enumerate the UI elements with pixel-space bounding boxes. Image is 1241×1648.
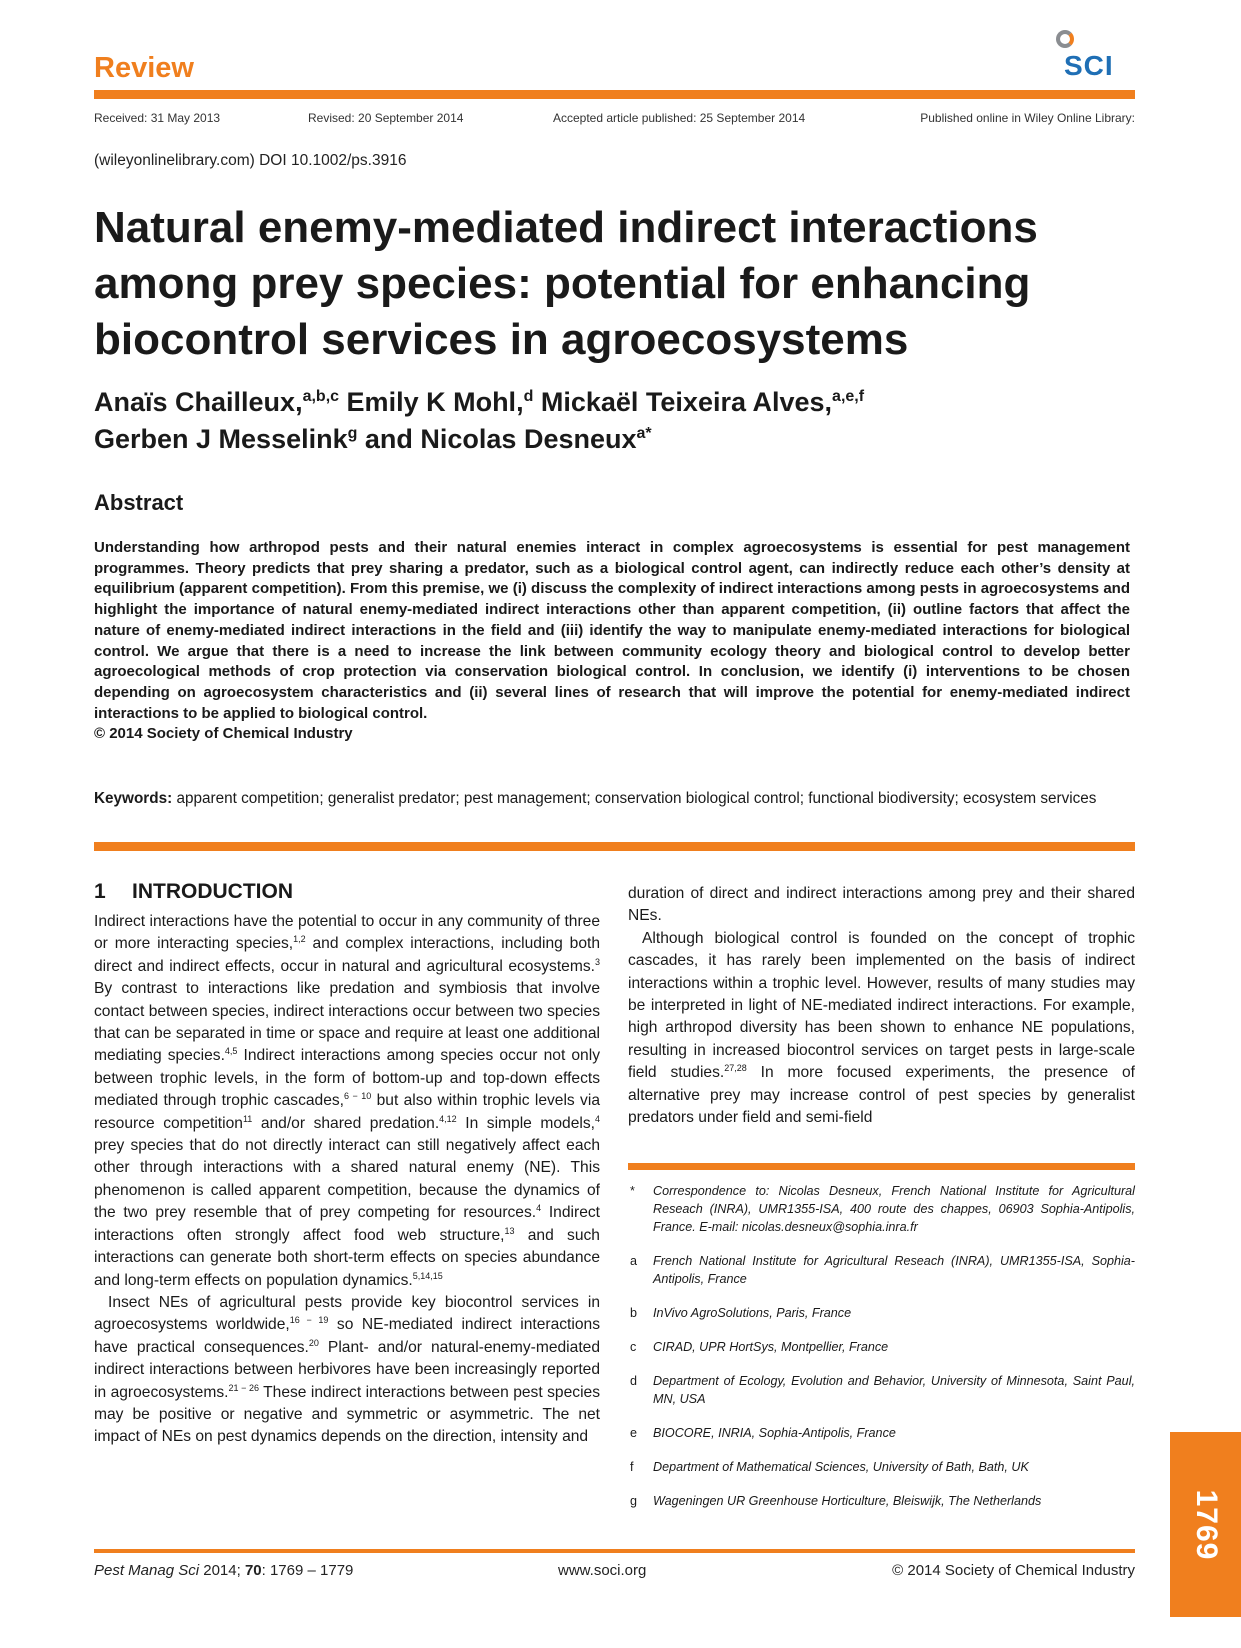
section-heading bbox=[94, 880, 293, 904]
keywords-label: Keywords: bbox=[94, 790, 173, 807]
footnote-rule bbox=[628, 1163, 1135, 1170]
journal-name: Pest Manag Sci bbox=[94, 1562, 200, 1579]
keywords-list: apparent competition; generalist predator; pest management; conservation biological control; functional biodiversity; ecosystem services bbox=[172, 790, 1097, 807]
page-number-tab bbox=[1170, 1432, 1241, 1617]
citation-ref[interactable]: 13 bbox=[504, 1225, 515, 1236]
page-number: 1769 bbox=[1189, 1489, 1223, 1560]
author-affiliation: a,e,f bbox=[832, 388, 865, 405]
citation-ref[interactable]: 4 bbox=[594, 1113, 600, 1124]
citation-ref[interactable]: 11 bbox=[242, 1113, 253, 1124]
affiliation-item bbox=[628, 1372, 1135, 1408]
footnote-mark: f bbox=[630, 1460, 634, 1474]
footnote-mark: c bbox=[630, 1340, 637, 1354]
keywords bbox=[94, 789, 1130, 810]
author-name: Gerben J Messelink bbox=[94, 424, 348, 454]
footer-rule bbox=[94, 1549, 1135, 1553]
footnote-mark: a bbox=[630, 1254, 638, 1268]
author-name: Emily K Mohl, bbox=[339, 387, 524, 417]
footnote-text: InVivo AgroSolutions, Paris, France bbox=[653, 1306, 852, 1320]
author-name: Mickaël Teixeira Alves, bbox=[533, 387, 833, 417]
paragraph: Insect NEs of agricultural pests provide key biocontrol services in agroecosystems worldwide,$^{16 - 19}$ so NE-mediated indirect interactions have practical consequences.$^{20}$ Plant- and/or natural-enemy-mediated indirect interactions between herbivores have been increasingly reported in agroecosystems.$^{21 - 26}$ These indirect interactions between pest species may be positive or negative and symmetric or asymmetric. The net impact of NEs on pest dynamics depends on the direction, intensity and bbox=[94, 1293, 601, 1446]
abstract-heading: Abstract bbox=[94, 490, 184, 515]
intro-column-left bbox=[94, 911, 600, 1449]
footnote-mark: g bbox=[630, 1494, 638, 1508]
affiliation-item bbox=[628, 1492, 1135, 1510]
citation-year: 2014; bbox=[199, 1562, 245, 1579]
received-date: Received: 31 May 2013 bbox=[94, 111, 221, 125]
author-name: and Nicolas Desneux bbox=[357, 424, 637, 454]
paragraph: duration of direct and indirect interactions among prey and their shared NEs. bbox=[628, 885, 1135, 925]
citation-ref[interactable]: 1,2 bbox=[293, 934, 306, 945]
author-affiliation: g bbox=[347, 425, 358, 442]
website-link[interactable]: www.soci.org bbox=[558, 1562, 647, 1579]
logo-text: SCI bbox=[1064, 50, 1114, 81]
citation-ref[interactable]: 6 − 10 bbox=[344, 1091, 372, 1102]
author-list bbox=[94, 384, 1154, 458]
abstract-text: Understanding how arthropod pests and their natural enemies interact in complex agroecosystems is essential for pest management programmes. Theory predicts that prey sharing a predator, such as a biological control agent, can indirectly reduce each other’s density at equilibrium (apparent competition). From this premise, we (i) discuss the complexity of indirect interactions among pests in agroecosystems and highlight the importance of natural enemy-mediated indirect interactions other than apparent competition, (ii) outline factors that affect the nature of enemy-mediated indirect interactions in the field and (iii) identify the way to manipulate enemy-mediated interactions for biological control. We argue that there is a need to increase the link between community ecology theory and biological control to develop better agroecological methods of crop protection via conservation biological control. In conclusion, we identify (i) interventions to be chosen depending on agroecosystem characteristics and (ii) several lines of research that will improve the potential for enemy-mediated indirect interactions to be applied to biological control. bbox=[94, 539, 1130, 722]
citation-ref[interactable]: 4,5 bbox=[224, 1046, 238, 1057]
paragraph: Indirect interactions have the potential to occur in any community of three or more interacting species,$^{1,2}$ and complex interactions, including both direct and indirect effects, occur in natural and agricultural ecosystems.$^3$ By contrast to interactions like predation and symbiosis that involve contact between species, indirect interactions occur between two species that can be separated in time or space and require at least one additional mediating species.$^{4,5}$ Indirect interactions among species occur not only between trophic levels, in the form of bottom-up and top-down effects mediated through trophic cascades,$^{6 - 10}$ but also within trophic levels via resource competition$^{11}$ and/or shared predation.$^{4,12}$ In simple models,$^4$ prey species that do not directly interact can still negatively affect each other through interactions with a shared natural enemy (NE). This phenomenon is called apparent competition, because the dynamics of the two prey resemble that of prey competing for resources.$^4$ Indirect interactions often strongly affect food web structure,$^{13}$ and such interactions can generate both short-term effects on species abundance and long-term effects on population dynamics.$^{5,14,15}$ bbox=[94, 913, 600, 1289]
section-number: 1 bbox=[94, 880, 106, 903]
abstract-rule bbox=[94, 842, 1135, 851]
citation-ref[interactable]: 5,14,15 bbox=[412, 1270, 443, 1281]
paragraph: Although biological control is founded on the concept of trophic cascades, it has rarely been implemented on the basis of indirect interactions within a trophic level. However, results of many studies may be interpreted in light of NE-mediated indirect interactions. For example, high arthropod diversity has been shown to enhance NE populations, resulting in increased biocontrol services on target pests in large-scale field studies.$^{27,28}$ In more focused experiments, the presence of alternative prey may increase control of pest species by generalist predators under field and semi-field bbox=[628, 929, 1136, 1127]
footnote-text: Department of Ecology, Evolution and Behavior, University of Minnesota, Saint Paul, MN, USA bbox=[653, 1374, 1135, 1406]
abstract-copyright: © 2014 Society of Chemical Industry bbox=[94, 725, 353, 743]
correspondence-note bbox=[628, 1182, 1135, 1236]
citation-ref[interactable]: 27,28 bbox=[724, 1063, 747, 1074]
affiliation-item bbox=[628, 1338, 1135, 1356]
abstract-body bbox=[94, 538, 1130, 745]
accepted-date: Accepted article published: 25 September 2014 bbox=[553, 111, 806, 125]
author-affiliation: a* bbox=[636, 425, 652, 442]
logo-ring-icon bbox=[1056, 30, 1074, 48]
citation-ref[interactable]: 4 bbox=[536, 1203, 542, 1214]
footnote-text: Correspondence to: Nicolas Desneux, French National Institute for Agricultural Reseach (INRA), UMR1355-ISA, 400 route des chappes, 06903 Sophia-Antipolis, France. E-mail: nicolas.desneux@sophia.inra.fr bbox=[653, 1184, 1135, 1234]
citation-ref[interactable]: 16 − 19 bbox=[289, 1315, 329, 1326]
footnote-text: Wageningen UR Greenhouse Horticulture, Bleiswijk, The Netherlands bbox=[653, 1494, 1042, 1508]
published-online: Published online in Wiley Online Library: bbox=[920, 111, 1135, 125]
affiliation-item bbox=[628, 1424, 1135, 1442]
volume: 70 bbox=[244, 1562, 262, 1579]
citation-ref[interactable]: 4,12 bbox=[439, 1113, 457, 1124]
author-name: Anaïs Chailleux, bbox=[94, 387, 303, 417]
journal-citation bbox=[94, 1562, 353, 1579]
citation-ref[interactable]: 3 bbox=[594, 956, 600, 967]
header-rule bbox=[94, 90, 1135, 99]
footnote-mark: b bbox=[630, 1306, 638, 1320]
citation-ref[interactable]: 21 − 26 bbox=[228, 1382, 259, 1393]
revised-date: Revised: 20 September 2014 bbox=[308, 111, 464, 125]
affiliation-item bbox=[628, 1304, 1135, 1322]
article-title: Natural enemy-mediated indirect interactions among prey species: potential for enhancing biocontrol services in agroecosystems bbox=[94, 203, 1038, 364]
footnote-text: CIRAD, UPR HortSys, Montpellier, France bbox=[653, 1340, 889, 1354]
section-title: INTRODUCTION bbox=[132, 880, 293, 903]
footnote-text: Department of Mathematical Sciences, University of Bath, Bath, UK bbox=[653, 1460, 1029, 1474]
sci-logo bbox=[1052, 26, 1136, 86]
footnote-text: French National Institute for Agricultural Reseach (INRA), UMR1355-ISA, Sophia-Antipolis, France bbox=[653, 1254, 1135, 1286]
footer-copyright: © 2014 Society of Chemical Industry bbox=[892, 1562, 1135, 1579]
page-range: : 1769 – 1779 bbox=[261, 1562, 354, 1579]
affiliation-item bbox=[628, 1252, 1135, 1288]
doi: (wileyonlinelibrary.com) DOI 10.1002/ps.3916 bbox=[94, 152, 407, 169]
footnote-mark: d bbox=[630, 1374, 638, 1388]
footnote-mark: e bbox=[630, 1426, 638, 1440]
footnote-mark: * bbox=[630, 1184, 635, 1198]
author-affiliation: a,b,c bbox=[302, 388, 340, 405]
affiliation-item bbox=[628, 1458, 1135, 1476]
citation-ref[interactable]: 20 bbox=[308, 1337, 319, 1348]
intro-column-right bbox=[628, 883, 1135, 1129]
affiliation-list bbox=[628, 1182, 1135, 1510]
section-label: Review bbox=[94, 52, 194, 84]
footnote-text: BIOCORE, INRIA, Sophia-Antipolis, France bbox=[653, 1426, 896, 1440]
author-affiliation: d bbox=[523, 388, 534, 405]
